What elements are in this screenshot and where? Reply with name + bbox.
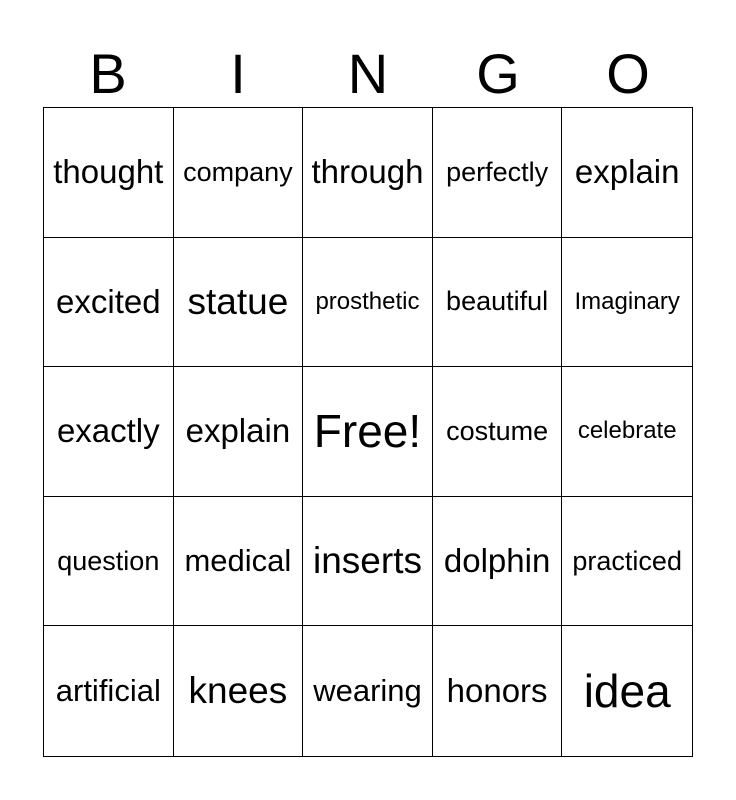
bingo-header (43, 40, 693, 108)
bingo-cell[interactable]: perfectly (433, 108, 563, 238)
bingo-cell[interactable]: beautiful (433, 238, 563, 368)
header-letter-b: B (89, 42, 127, 105)
bingo-cell[interactable]: artificial (44, 626, 174, 756)
header-letter-i: I (230, 42, 246, 105)
bingo-cell[interactable]: Imaginary (562, 238, 692, 368)
bingo-cell[interactable]: knees (174, 626, 304, 756)
bingo-cell[interactable]: through (303, 108, 433, 238)
bingo-cell[interactable]: statue (174, 238, 304, 368)
bingo-cell-free[interactable]: Free! (303, 367, 433, 497)
bingo-cell[interactable]: wearing (303, 626, 433, 756)
bingo-cell[interactable]: exactly (44, 367, 174, 497)
bingo-cell[interactable]: dolphin (433, 497, 563, 627)
bingo-cell[interactable]: practiced (562, 497, 692, 627)
bingo-cell[interactable]: explain (562, 108, 692, 238)
header-letter-o: O (606, 42, 650, 105)
bingo-cell[interactable]: thought (44, 108, 174, 238)
bingo-cell[interactable]: explain (174, 367, 304, 497)
bingo-cell[interactable]: question (44, 497, 174, 627)
bingo-cell[interactable]: inserts (303, 497, 433, 627)
bingo-cell[interactable]: costume (433, 367, 563, 497)
bingo-cell[interactable]: prosthetic (303, 238, 433, 368)
bingo-cell[interactable]: company (174, 108, 304, 238)
header-letter-g: G (476, 42, 520, 105)
bingo-board (43, 107, 693, 757)
bingo-cell[interactable]: celebrate (562, 367, 692, 497)
bingo-cell[interactable]: medical (174, 497, 304, 627)
bingo-cell[interactable]: honors (433, 626, 563, 756)
bingo-cell[interactable]: idea (583, 665, 671, 718)
header-letter-n: N (347, 42, 389, 105)
bingo-cell[interactable]: excited (44, 238, 174, 368)
